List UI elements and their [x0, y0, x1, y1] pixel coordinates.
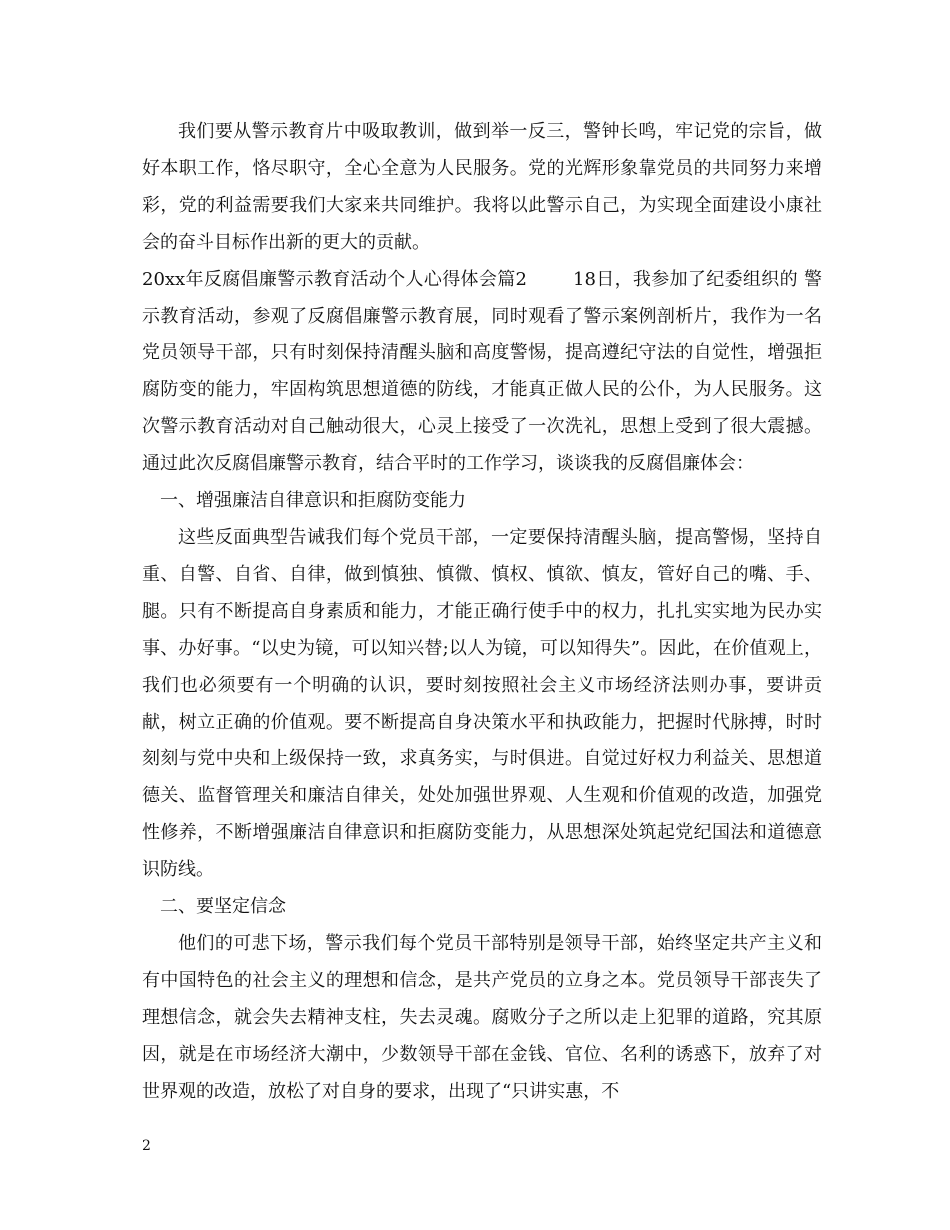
title-paragraph: [142, 262, 822, 483]
section-heading: 二、要坚定信念: [160, 896, 286, 918]
body-paragraph: 他们的可悲下场，警示我们每个党员干部特别是领导干部，始终坚定共产主义和有中国特色的社会主义的理想和信念，是共产党员的立身之本。党员领导干部丧失了理想信念，就会失去精神支柱，失去灵魂。腐败分子之所以走上犯罪的道路，究其原因，就是在市场经济大潮中，少数领导干部在金钱、官位、名利的诱惑下，放弃了对世界观的改造，放松了对自身的要求，出现了“只讲实惠，不: [142, 932, 822, 1102]
body-paragraph: 这些反面典型告诫我们每个党员干部，一定要保持清醒头脑，提高警惕，坚持自重、自警、自省、自律，做到慎独、慎微、慎权、慎欲、慎友，管好自己的嘴、手、腿。只有不断提高自身素质和能力，才能正确行使手中的权力，扎扎实实地为民办实事、办好事。“以史为镜，可以知兴替;以人为镜，可以知得失”。因此，在价值观上，我们也必须要有一个明确的认识，要时刻按照社会主义市场经济法则办事，要讲贡献，树立正确的价值观。要不断提高自身决策水平和执政能力，把握时代脉搏，时时刻刻与党中央和上级保持一致，求真务实，与时俱进。自觉过好权力利益关、思想道德关、监督管理关和廉洁自律关，处处加强世界观、人生观和价值观的改造，加强党性修养，不断增强廉洁自律意识和拒腐防变能力，从思想深处筑起党纪国法和道德意识防线。: [142, 526, 822, 881]
document-body: [142, 114, 822, 1110]
paragraph-continuation: 警示教育活动，参观了反腐倡廉警示教育展，同时观看了警示案例剖析片，我作为一名党员领导干部，只有时刻保持清醒头脑和高度警惕，提高遵纪守法的自觉性，增强拒腐防变的能力，牢固构筑思想道德的防线，才能真正做人民的公仆，为人民服务。这次警示教育活动对自己触动很大，心灵上接受了一次洗礼，思想上受到了很大震撼。通过此次反腐倡廉警示教育，结合平时的工作学习，谈谈我的反腐倡廉体会：: [142, 268, 822, 475]
body-paragraph: 我们要从警示教育片中吸取教训，做到举一反三，警钟长鸣，牢记党的宗旨，做好本职工作，恪尽职守，全心全意为人民服务。党的光辉形象靠党员的共同努力来增彩，党的利益需要我们大家来共同维护。我将以此警示自己，为实现全面建设小康社会的奋斗目标作出新的更大的贡献。: [142, 121, 822, 253]
article-title-line: [142, 269, 804, 290]
paragraph-lead-text: 18日，我参加了纪委组织的: [573, 268, 798, 290]
section-heading: 一、增强廉洁自律意识和拒腐防变能力: [160, 490, 466, 512]
page-number: 2: [142, 1138, 151, 1154]
article-title: 20xx年反腐倡廉警示教育活动个人心得体会篇2: [142, 268, 528, 290]
